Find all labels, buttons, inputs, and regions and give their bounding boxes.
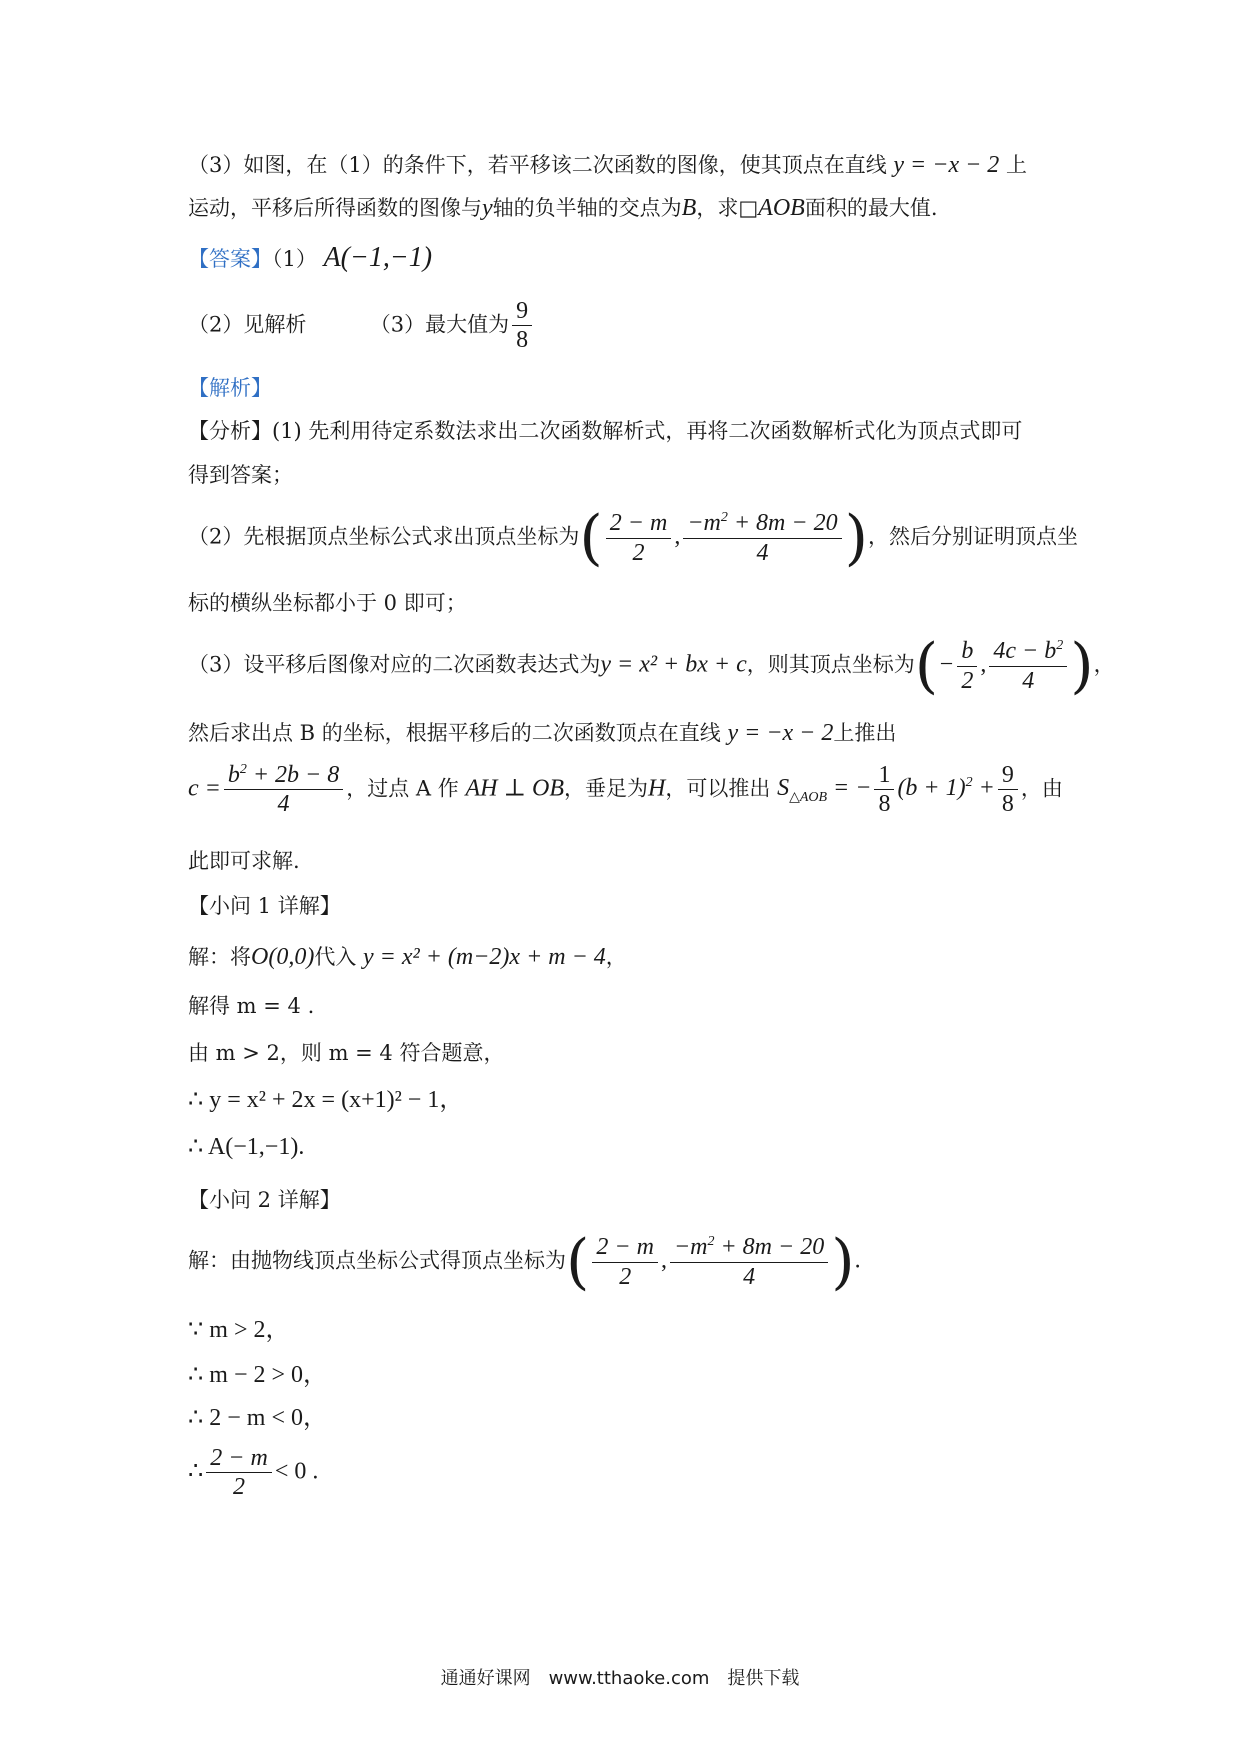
fraction-numerator: $-m^2 + 8m - 20$: [683, 510, 841, 538]
neg-b-half: [957, 638, 977, 694]
vertex-y-fraction: [683, 510, 841, 566]
detail2-line5: [188, 1445, 318, 1501]
analysis-text: 上推出: [833, 721, 897, 745]
fraction-numerator: b: [957, 638, 977, 666]
fraction-denominator: 4: [277, 791, 290, 818]
detail2-line2: ∵ m > 2，: [188, 1317, 290, 1343]
right-paren: ): [831, 1227, 855, 1297]
detail1-line4: ∴ y = x² + 2x = (x+1)² − 1，: [188, 1087, 464, 1113]
y-variable: y: [482, 195, 493, 221]
left-paren: (: [914, 631, 939, 701]
detail2-tag: 【小问 2 详解】: [188, 1188, 341, 1212]
analysis-text: ，则其顶点坐标为: [746, 652, 915, 677]
fraction-denominator: 8: [1001, 791, 1014, 818]
detail-text: 解：将: [188, 945, 251, 969]
detail-text: 代入: [314, 945, 357, 969]
fraction-numerator: 1: [874, 762, 894, 790]
analysis-p2-line: （2）先根据顶点坐标公式求出顶点坐标为( $\frac{2 - m}{2}$ , $\frac{-m^2 + 8m - 20}{4}$ )，然后分别证明顶点坐: [188, 503, 1078, 573]
answer-line2: [188, 298, 535, 354]
analysis-p3-line3: c = $\frac{b^2 + 2b - 8}{4}$ ，过点 A 作 AH ⊥ OB，垂足为H，可以推出 $S_{\triangle AOB}$ = − $\frac{1}{8}$ $(b + 1)^2$ + $\frac{9}{8}$ ，由: [188, 762, 1063, 818]
origin-point: O(0,0): [251, 944, 315, 970]
analysis-p3-end: 此即可求解.: [188, 849, 300, 873]
analysis-p2-line2: 标的横纵坐标都小于 0 即可；: [188, 591, 467, 615]
analysis-text: ，过点 A 作: [346, 776, 459, 801]
detail1-tag: 【小问 1 详解】: [188, 894, 341, 918]
fraction-denominator: 2: [632, 539, 645, 566]
one-eighth: [874, 762, 894, 818]
analysis-p3-line1: （3）设平移后图像对应的二次函数表达式为y = x² + bx + c，则其顶点坐标为(− $\frac{b}{2}$ , $\frac{4c - b^2}{4}$ )，: [188, 631, 1115, 701]
therefore-symbol: ∴: [188, 1458, 204, 1485]
analysis-fenxi-2: 得到答案；: [188, 463, 293, 487]
vertex-x-fraction: [592, 1234, 658, 1290]
fraction-denominator: 4: [756, 539, 769, 566]
page-footer: 通通好课网 www.tthaoke.com 提供下载: [440, 1668, 800, 1689]
vertex-y-fraction: [670, 1234, 828, 1290]
q3-text: （3）如图，在（1）的条件下，若平移该二次函数的图像，使其顶点在直线: [188, 153, 887, 177]
point-h: H: [648, 775, 666, 802]
answer-part2: （2）见解析: [188, 312, 307, 337]
nine-eighths: [998, 762, 1018, 818]
analysis-text: （2）先根据顶点坐标公式求出顶点坐标为: [188, 524, 580, 549]
fraction-numerator: $b^2 + 2b - 8$: [224, 762, 343, 790]
fraction-numerator: 2 − m: [206, 1445, 272, 1473]
max-fraction: [512, 298, 532, 354]
fraction-denominator: 8: [878, 791, 891, 818]
analysis-text: ，垂足为: [564, 776, 649, 801]
fraction-denominator: 8: [516, 327, 529, 354]
fraction-numerator: 9: [998, 762, 1018, 790]
answer-part3: （3）最大值为: [369, 312, 510, 337]
area-formula: $S_{\triangle AOB}$ = −: [777, 775, 872, 806]
quadratic-expression: y = x² + (m−2)x + m − 4: [363, 944, 606, 970]
q3-text-end: 上: [1005, 153, 1027, 177]
c-fraction: [224, 762, 343, 818]
fraction-numerator: 2 − m: [606, 510, 672, 538]
detail1-line3: 由 m > 2，则 m = 4 符合题意，: [188, 1041, 505, 1065]
analysis-text: ，然后分别证明顶点坐: [868, 524, 1078, 549]
left-paren: (: [566, 1227, 590, 1297]
fraction-denominator: 2: [961, 667, 974, 694]
q3-line2: [188, 193, 938, 224]
triangle-aob: AOB: [758, 195, 805, 221]
vertex-y-general: [989, 638, 1067, 694]
q3-text: 运动，平移后所得函数的图像与: [188, 196, 482, 220]
fraction-denominator: 4: [1022, 667, 1035, 694]
answer-part1-value: A(−1,−1): [323, 242, 433, 273]
fraction-numerator: $-m^2 + 8m - 20$: [670, 1234, 828, 1262]
detail-text: < 0 .: [274, 1458, 319, 1485]
left-paren: (: [579, 503, 603, 573]
detail2-line1: 解：由抛物线顶点坐标公式得顶点坐标为( $\frac{2 - m}{2}$ , $\frac{-m^2 + 8m - 20}{4}$ ).: [188, 1227, 861, 1297]
q3-line1: [188, 150, 1027, 181]
line-equation: y = −x − 2: [727, 720, 834, 746]
right-paren: ): [1070, 631, 1094, 701]
q3-text: 轴的负半轴的交点为: [492, 196, 682, 220]
detail1-line2: 解得 m = 4 .: [188, 994, 315, 1018]
fraction-numerator: 2 − m: [592, 1234, 658, 1262]
detail-text: ，: [605, 945, 627, 969]
right-paren: ): [844, 503, 868, 573]
fraction-numerator: $4c - b^2$: [989, 638, 1067, 666]
point-b: B: [681, 195, 697, 221]
answer-line: [188, 240, 432, 276]
line-equation: y = −x − 2: [893, 152, 1000, 178]
detail1-line5: ∴ A(−1,−1).: [188, 1134, 305, 1160]
analysis-text: 然后求出点 B 的坐标，根据平移后的二次函数顶点在直线: [188, 721, 721, 745]
answer-tag: 【答案】: [188, 247, 272, 271]
analysis-text: ，由: [1020, 776, 1063, 801]
detail2-line3: ∴ m − 2 > 0，: [188, 1362, 328, 1388]
detail1-line1: [188, 942, 627, 973]
perpendicular: AH ⊥ OB: [465, 775, 565, 802]
q3-text: ，求□: [696, 196, 759, 220]
fraction-denominator: 4: [743, 1263, 756, 1290]
analysis-text: （3）设平移后图像对应的二次函数表达式为: [188, 652, 601, 677]
analysis-p3-line2: [188, 718, 896, 749]
fraction-numerator: 9: [512, 298, 532, 326]
analysis-fenxi-1: 【分析】(1) 先利用待定系数法求出二次函数解析式，再将二次函数解析式化为顶点式即可: [188, 419, 1023, 443]
vertex-x-fraction: [606, 510, 672, 566]
q3-text: 面积的最大值.: [804, 196, 938, 220]
detail2-line4: ∴ 2 − m < 0，: [188, 1405, 328, 1431]
detail-text: 解：由抛物线顶点坐标公式得顶点坐标为: [188, 1248, 566, 1273]
analysis-tag: 【解析】: [188, 376, 272, 400]
fraction-denominator: 2: [619, 1263, 632, 1290]
half-fraction: [206, 1445, 272, 1501]
answer-part1-label: （1）: [272, 247, 317, 271]
fraction-denominator: 2: [233, 1474, 246, 1501]
analysis-text: ，可以推出: [665, 776, 771, 801]
general-quadratic: y = x² + bx + c: [600, 651, 747, 678]
